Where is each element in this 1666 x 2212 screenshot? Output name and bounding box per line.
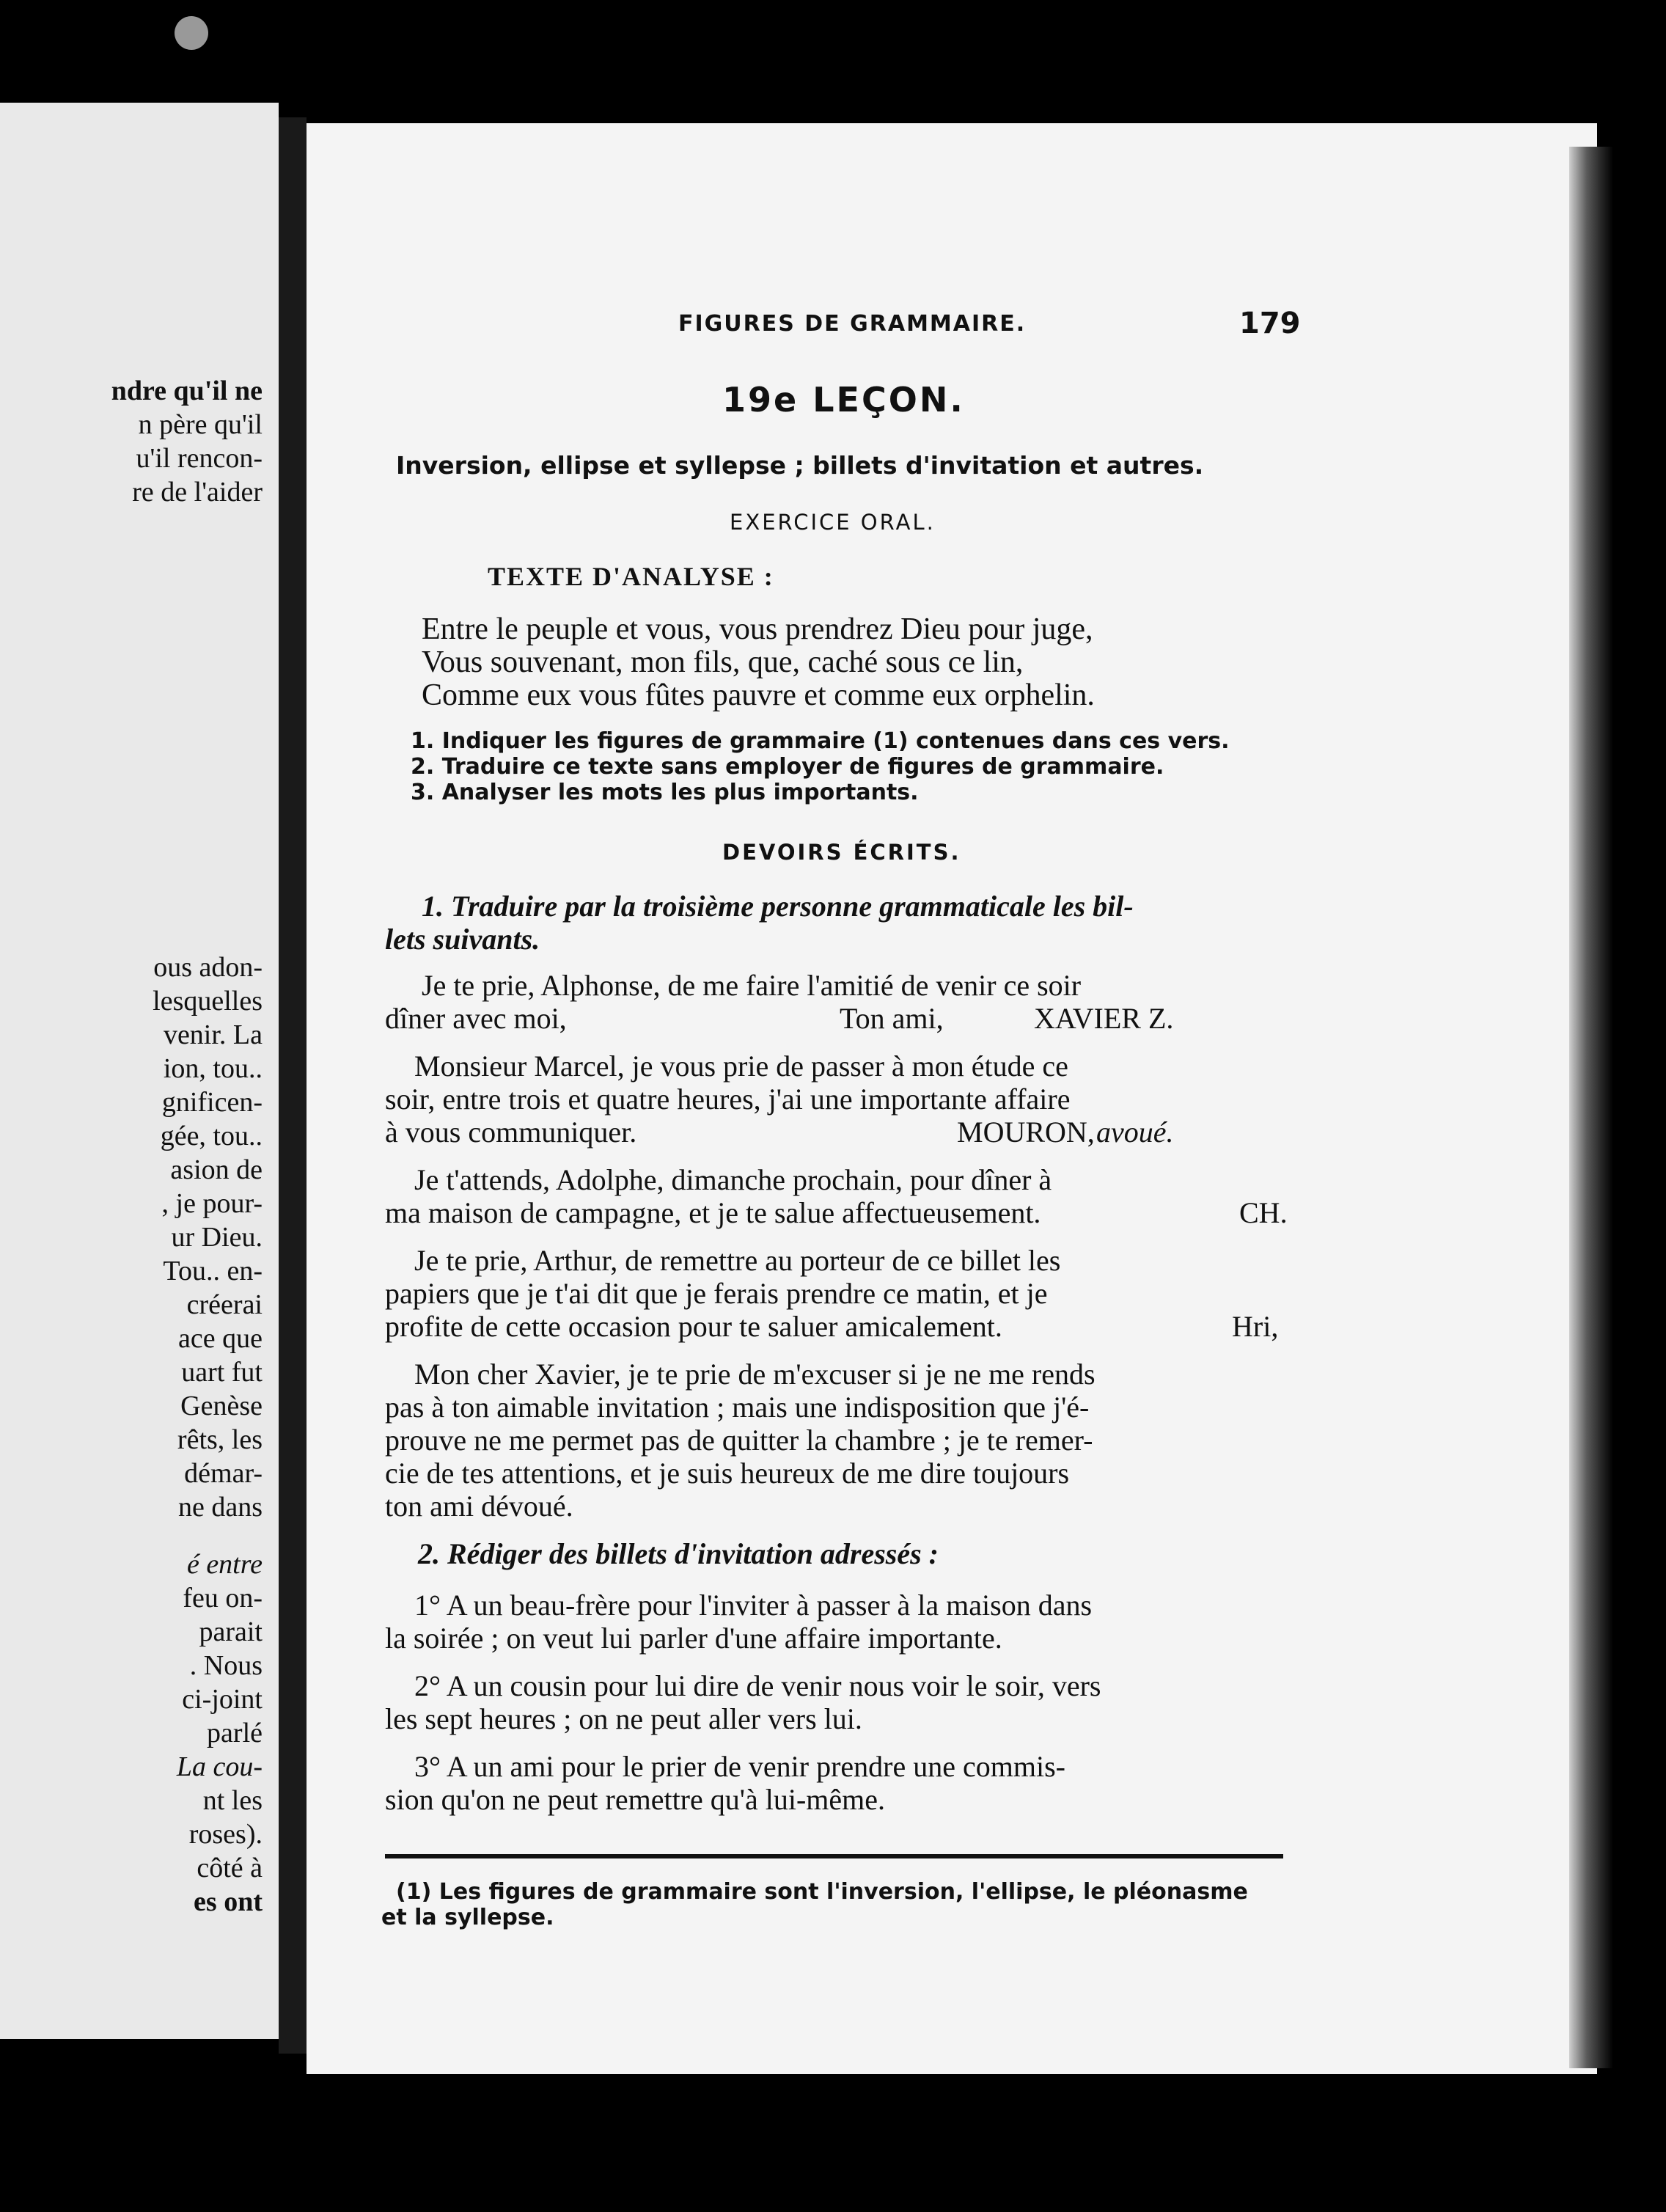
exercise-2-heading: 2. Rédiger des billets d'invitation adressés : bbox=[418, 1537, 939, 1570]
left-page-line: ous adon- bbox=[153, 952, 263, 983]
left-page-line: rêts, les bbox=[177, 1424, 263, 1455]
billet-4-line-1: Je te prie, Arthur, de remettre au porteur de ce billet les bbox=[414, 1244, 1061, 1277]
billet-2-signature: MOURON, bbox=[957, 1116, 1095, 1149]
left-page-line: parait bbox=[199, 1616, 263, 1647]
left-page-line: gnificen- bbox=[161, 1087, 263, 1118]
question-3: 3. Analyser les mots les plus importants. bbox=[411, 780, 919, 805]
left-page-line: re de l'aider bbox=[132, 477, 263, 508]
left-page-line: es ont bbox=[194, 1886, 263, 1917]
question-2: 2. Traduire ce texte sans employer de figures de grammaire. bbox=[411, 754, 1164, 780]
billet-5-line-3: prouve ne me permet pas de quitter la chambre ; je te remer- bbox=[385, 1424, 1093, 1457]
invitation-2-line-2: les sept heures ; on ne peut aller vers lui. bbox=[385, 1702, 862, 1735]
left-page-line: Tou.. en- bbox=[163, 1256, 263, 1286]
running-head: FIGURES DE GRAMMAIRE. bbox=[678, 311, 1027, 337]
invitation-1-line-1: 1° A un beau-frère pour l'inviter à passer à la maison dans bbox=[414, 1589, 1093, 1622]
verse-line-3: Comme eux vous fûtes pauvre et comme eux orphelin. bbox=[422, 678, 1095, 712]
left-page-line: uart fut bbox=[181, 1357, 263, 1388]
left-page-line: démar- bbox=[184, 1458, 263, 1489]
billet-1-line-1: Je te prie, Alphonse, de me faire l'amitié de venir ce soir bbox=[422, 969, 1082, 1002]
left-page-line: côté à bbox=[197, 1853, 263, 1883]
left-page-line: feu on- bbox=[183, 1583, 263, 1614]
left-page-line: lesquelles bbox=[153, 986, 263, 1017]
billet-2-line-2: soir, entre trois et quatre heures, j'ai une importante affaire bbox=[385, 1083, 1071, 1116]
left-page-line: n père qu'il bbox=[138, 409, 263, 440]
billet-5-line-2: pas à ton aimable invitation ; mais une indisposition que j'é- bbox=[385, 1391, 1090, 1424]
billet-3-line-2: ma maison de campagne, et je te salue affectueusement. bbox=[385, 1196, 1041, 1229]
verse-line-2: Vous souvenant, mon fils, que, caché sous ce lin, bbox=[422, 645, 1024, 679]
exercise-1-line-2: lets suivants. bbox=[385, 923, 540, 956]
billet-2-line-3: à vous communiquer. bbox=[385, 1116, 637, 1149]
billet-4-line-3: profite de cette occasion pour te saluer amicalement. bbox=[385, 1310, 1002, 1343]
left-page-line: ur Dieu. bbox=[171, 1222, 263, 1253]
invitation-2-line-1: 2° A un cousin pour lui dire de venir nous voir le soir, vers bbox=[414, 1669, 1101, 1702]
billet-1-line-2: dîner avec moi, bbox=[385, 1002, 567, 1035]
left-page-line: . Nous bbox=[189, 1650, 263, 1681]
left-page-line: parlé bbox=[207, 1718, 263, 1748]
billet-4-line-2: papiers que je t'ai dit que je ferais prendre ce matin, et je bbox=[385, 1277, 1048, 1310]
invitation-3-line-1: 3° A un ami pour le prier de venir prendre une commis- bbox=[414, 1750, 1065, 1783]
left-page-line: ion, tou.. bbox=[163, 1053, 263, 1084]
dust-speck bbox=[175, 16, 208, 50]
invitation-1-line-2: la soirée ; on veut lui parler d'une affaire importante. bbox=[385, 1622, 1002, 1655]
lesson-title: 19e LEÇON. bbox=[722, 380, 965, 420]
billet-5-line-5: ton ami dévoué. bbox=[385, 1490, 573, 1523]
billet-3-line-1: Je t'attends, Adolphe, dimanche prochain, pour dîner à bbox=[414, 1163, 1052, 1196]
texte-analyse-heading: TEXTE D'ANALYSE : bbox=[488, 562, 774, 591]
left-page-line: ace que bbox=[178, 1323, 263, 1354]
left-page-line: u'il rencon- bbox=[136, 443, 263, 474]
left-page-line: ne dans bbox=[177, 1492, 263, 1523]
left-page-line: créerai bbox=[186, 1289, 263, 1320]
invitation-3-line-2: sion qu'on ne peut remettre qu'à lui-même. bbox=[385, 1783, 885, 1816]
billet-5-line-1: Mon cher Xavier, je te prie de m'excuser si je ne me rends bbox=[414, 1358, 1096, 1391]
footnote-rule bbox=[385, 1854, 1283, 1858]
left-page-line: , je pour- bbox=[161, 1188, 263, 1219]
left-page-line: gée, tou.. bbox=[160, 1121, 263, 1151]
exercise-1-line-1: 1. Traduire par la troisième personne grammaticale les bil- bbox=[422, 890, 1134, 923]
page-edge bbox=[1569, 147, 1613, 2068]
left-page-line: roses). bbox=[188, 1819, 263, 1850]
footnote-line-1: (1) Les figures de grammaire sont l'inversion, l'ellipse, le pléonasme bbox=[396, 1879, 1248, 1905]
exercice-oral-heading: EXERCICE ORAL. bbox=[730, 510, 936, 535]
left-page-line: La cou- bbox=[176, 1751, 263, 1782]
question-1: 1. Indiquer les figures de grammaire (1) contenues dans ces vers. bbox=[411, 728, 1230, 754]
left-page-line: é entre bbox=[186, 1549, 263, 1580]
left-page-line: asion de bbox=[170, 1154, 263, 1185]
billet-1-closing: Ton ami, bbox=[840, 1002, 944, 1035]
billet-3-signature: CH. bbox=[1239, 1196, 1288, 1229]
billet-5-line-4: cie de tes attentions, et je suis heureux de me dire toujours bbox=[385, 1457, 1070, 1490]
page-number: 179 bbox=[1239, 307, 1301, 340]
lesson-subtitle: Inversion, ellipse et syllepse ; billets d'invitation et autres. bbox=[396, 451, 1204, 480]
billet-2-line-1: Monsieur Marcel, je vous prie de passer à mon étude ce bbox=[414, 1050, 1068, 1083]
footnote-line-2: et la syllepse. bbox=[381, 1905, 554, 1930]
book-gutter bbox=[279, 117, 307, 2054]
verse-line-1: Entre le peuple et vous, vous prendrez Dieu pour juge, bbox=[422, 612, 1093, 646]
billet-2-signature-title: avoué. bbox=[1096, 1116, 1174, 1149]
billet-1-signature: XAVIER Z. bbox=[1034, 1002, 1174, 1035]
billet-4-signature: Hri, bbox=[1232, 1310, 1279, 1343]
left-page-line: nt les bbox=[202, 1785, 263, 1816]
left-page-line: ndre qu'il ne bbox=[111, 376, 263, 406]
left-facing-page bbox=[0, 103, 279, 2039]
devoirs-ecrits-heading: DEVOIRS ÉCRITS. bbox=[722, 840, 961, 865]
left-page-line: venir. La bbox=[163, 1019, 263, 1050]
left-page-line: Genèse bbox=[180, 1391, 263, 1421]
left-page-line: ci-joint bbox=[182, 1684, 263, 1715]
